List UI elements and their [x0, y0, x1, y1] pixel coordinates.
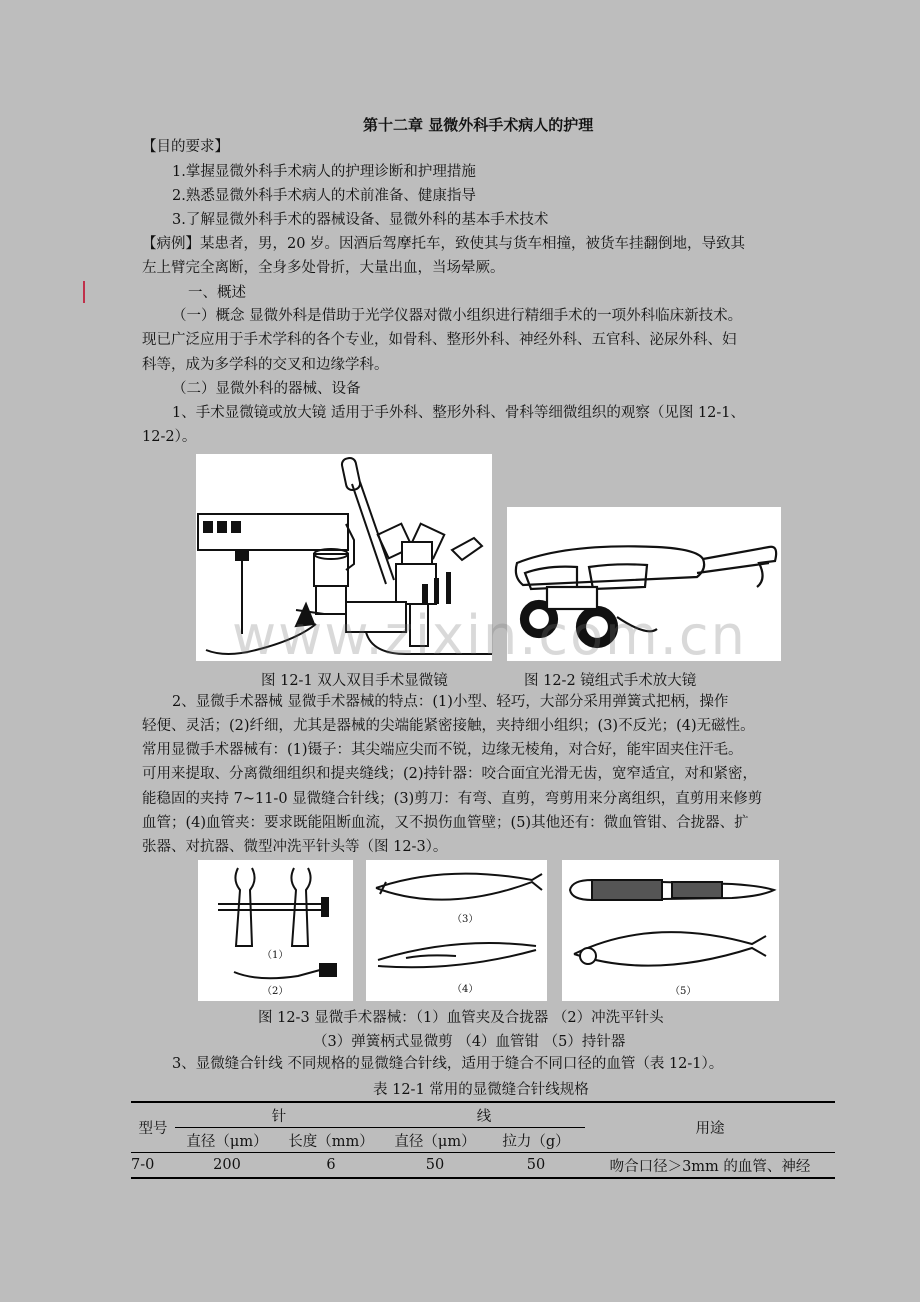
goal-item: 3.了解显微外科手术的器械设备、显微外科的基本手术技术	[172, 212, 549, 228]
th-needle-diameter: 直径（μm）	[186, 1133, 268, 1150]
th-use: 用途	[585, 1102, 835, 1153]
instruments-text: 可用来提取、分离微细组织和提夹缝线；(2)持针器：咬合面宜光滑无齿，宽窄适宜，对和紧密，	[142, 766, 758, 782]
fig3-label-2: （2）	[262, 986, 289, 997]
cell-needle-diameter: 200	[175, 1153, 279, 1179]
instruments-text: 2、显微手术器械 显微手术器械的特点：(1)小型、轻巧，大部分采用弹簧式把柄，操作	[172, 694, 729, 710]
needle-holder-drawing	[562, 860, 779, 1001]
cell-thread-tension: 50	[487, 1153, 585, 1179]
equipment-heading: （二）显微外科的器械、设备	[172, 381, 361, 397]
cell-use: 吻合口径＞3mm 的血管、神经	[585, 1153, 835, 1179]
instruments-text: 张器、对抗器、微型冲洗平针头等（图 12-3）。	[142, 839, 448, 855]
figure-instruments-2	[366, 860, 547, 1001]
table-row	[131, 1153, 835, 1179]
instruments-text: 轻便、灵活；(2)纤细，尤其是器械的尖端能紧密接触，夹持细小组织；(3)不反光；(4)无磁性。	[142, 718, 755, 734]
th-model: 型号	[131, 1102, 175, 1153]
fig1-caption: 图 12-1 双人双目手术显微镜	[261, 673, 448, 689]
edit-marker	[83, 281, 85, 303]
th-needle-length: 长度（mm）	[288, 1133, 374, 1150]
microscope-text: 12-2）。	[142, 429, 197, 445]
concept-text: 现已广泛应用于手术学科的各个专业，如骨科、整形外科、神经外科、五官科、泌尿外科、妇	[142, 332, 737, 348]
concept-text: （一）概念 显微外科是借助于光学仪器对微小组织进行精细手术的一项外科临床新技术。	[172, 308, 743, 324]
instruments-text: 血管；(4)血管夹：要求既能阻断血流，又不损伤血管壁；(5)其他还有：微血管钳、合拢器、扩	[142, 815, 749, 831]
scissors-drawing	[366, 860, 547, 1001]
microscope-text: 1、手术显微镜或放大镜 适用于手外科、整形外科、骨科等细微组织的观察（见图 12-1、	[172, 405, 746, 421]
cell-model: 7-0	[131, 1153, 175, 1179]
fig3-caption-cont: （3）弹簧柄式显微剪 （4）血管钳 （5）持针器	[313, 1034, 626, 1050]
case-text: 【病例】某患者，男，20 岁。因酒后驾摩托车，致使其与货车相撞，被货车挂翻倒地，导致其	[142, 236, 746, 252]
fig3-label-3: （3）	[452, 914, 479, 925]
fig3-label-5: （5）	[670, 986, 697, 997]
suture-spec-table	[131, 1101, 835, 1179]
th-thread-diameter: 直径（μm）	[394, 1133, 476, 1150]
clamp-drawing	[198, 860, 353, 1001]
figure-instruments-1	[198, 860, 353, 1001]
fig2-caption: 图 12-2 镜组式手术放大镜	[524, 673, 697, 689]
cell-needle-length: 6	[279, 1153, 383, 1179]
th-thread-tension: 拉力（g）	[502, 1133, 570, 1150]
table-caption: 表 12-1 常用的显微缝合针线规格	[373, 1082, 589, 1098]
instruments-text: 能稳固的夹持 7~11-0 显微缝合针线；(3)剪刀：有弯、直剪，弯剪用来分离组织，直剪用来修剪	[142, 791, 763, 807]
fig3-caption: 图 12-3 显微手术器械：（1）血管夹及合拢器 （2）冲洗平针头	[258, 1010, 664, 1026]
case-text: 左上臂完全离断，全身多处骨折，大量出血，当场晕厥。	[142, 260, 505, 276]
cell-thread-diameter: 50	[383, 1153, 487, 1179]
goal-item: 2.熟悉显微外科手术病人的术前准备、健康指导	[172, 188, 476, 204]
chapter-title: 第十二章 显微外科手术病人的护理	[363, 116, 594, 134]
suture-text: 3、显微缝合针线 不同规格的显微缝合针线，适用于缝合不同口径的血管（表 12-1）。	[172, 1056, 724, 1072]
figure-instruments-3	[562, 860, 779, 1001]
goal-item: 1.掌握显微外科手术病人的护理诊断和护理措施	[172, 164, 476, 180]
overview-heading: 一、概述	[188, 285, 246, 301]
instruments-text: 常用显微手术器械有：(1)镊子：其尖端应尖而不锐，边缘无棱角，对合好，能牢固夹住汗毛。	[142, 742, 743, 758]
watermark-text: www.zixin.com.cn	[232, 604, 747, 667]
fig3-label-4: （4）	[452, 984, 479, 995]
goals-heading: 【目的要求】	[142, 139, 229, 155]
th-needle: 针	[175, 1102, 383, 1128]
concept-text: 科等，成为多学科的交叉和边缘学科。	[142, 357, 389, 373]
fig3-label-1: （1）	[262, 950, 289, 961]
th-thread: 线	[383, 1102, 585, 1128]
